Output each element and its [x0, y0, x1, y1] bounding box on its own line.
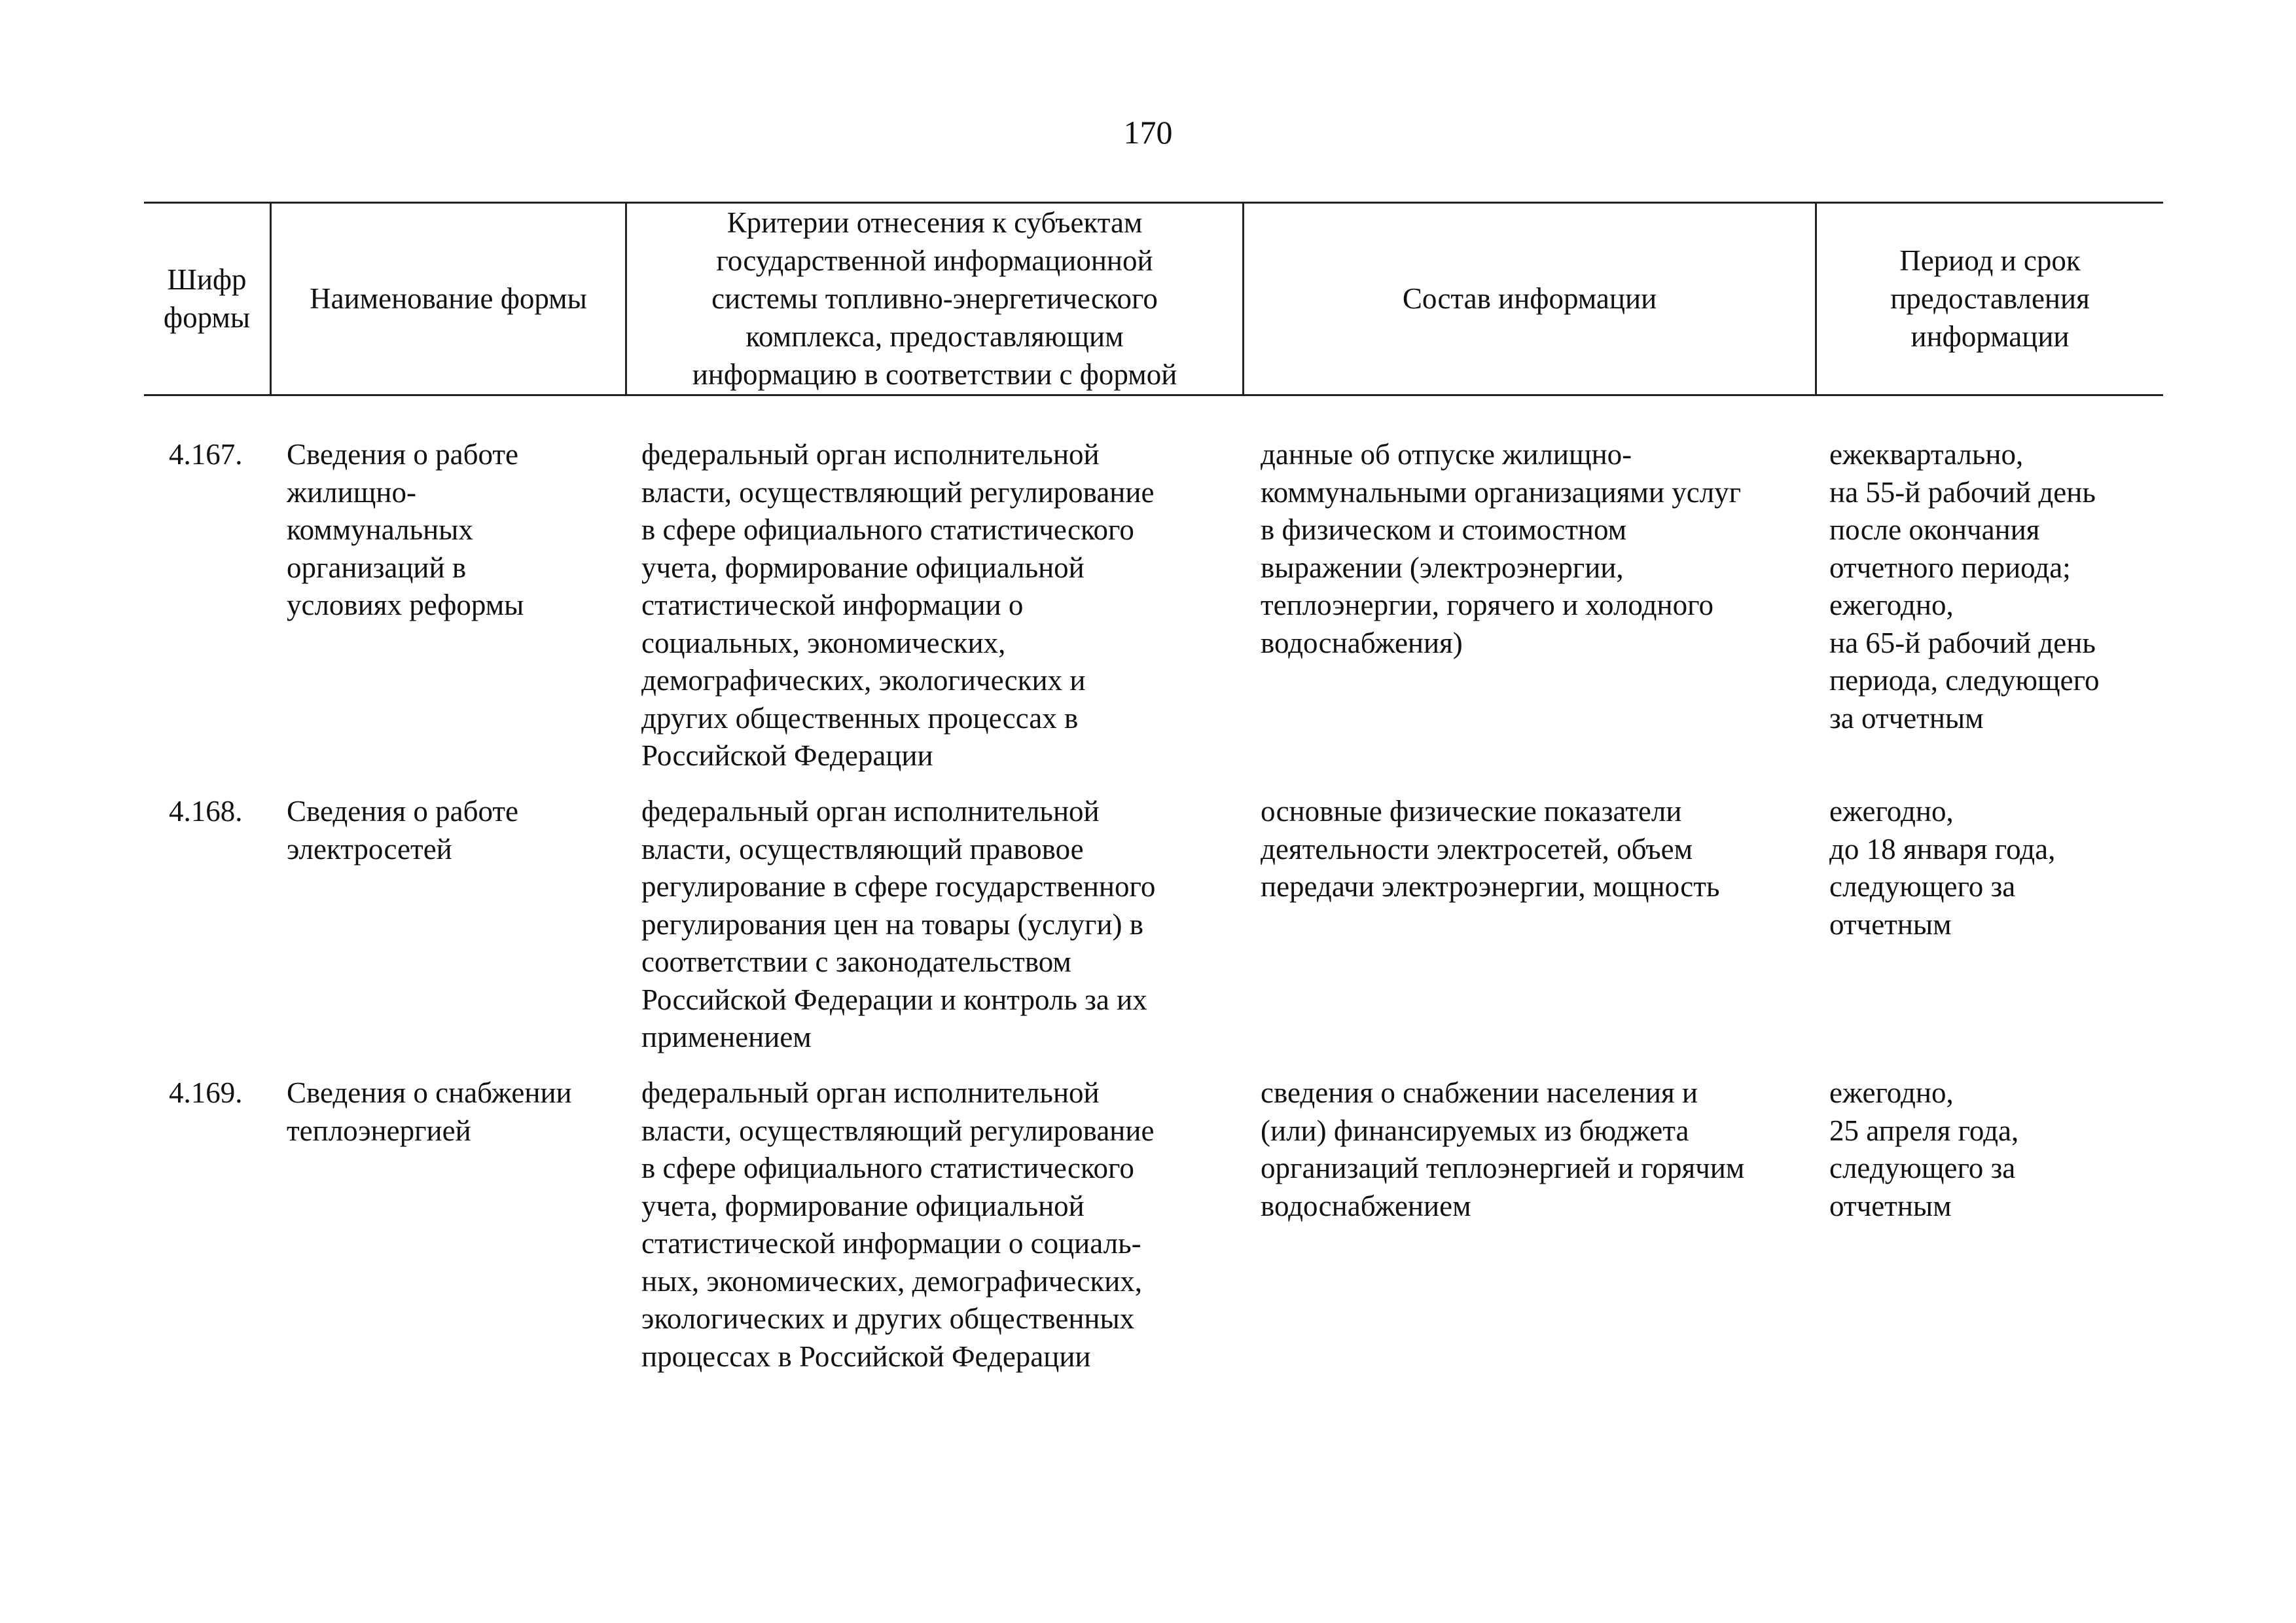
header-criteria: Критерии отнесения к субъектам государственной информационной системы топливно-энергетического комплекса, предоставляющим информацию в соответствии с формой — [692, 206, 1177, 391]
header-code: Шифр формы — [163, 263, 251, 334]
row-content: данные об отпуске жилищно- коммунальными организациями услуг в физическом и стоимостном выражении (электроэнергии, теплоэнергии, горячего и холодного водоснабжения) — [1261, 438, 1742, 659]
row-code: 4.169. — [169, 1076, 243, 1109]
row-period: ежегодно, 25 апреля года, следующего за отчетным — [1829, 1076, 2019, 1222]
row-code: 4.167. — [169, 438, 243, 471]
row-content: основные физические показатели деятельности электросетей, объем передачи электроэнергии, мощность — [1261, 795, 1720, 903]
row-content: сведения о снабжении населения и (или) финансируемых из бюджета организаций теплоэнергией и горячим водоснабжением — [1261, 1076, 1745, 1222]
row-criteria: федеральный орган исполнительной власти, осуществляющий правовое регулирование в сфере государственного регулирования цен на товары (услуги) в соответствии с законодательством Российской Федерации и контроль за их применением — [641, 795, 1156, 1053]
row-name: Сведения о работе электросетей — [287, 795, 519, 866]
table-header-bottom-rule — [144, 394, 2163, 396]
row-code: 4.168. — [169, 795, 243, 828]
row-name: Сведения о работе жилищно- коммунальных организаций в условиях реформы — [287, 438, 524, 621]
header-content: Состав информации — [1402, 282, 1657, 315]
header-period: Период и срок предоставления информации — [1890, 244, 2090, 353]
header-name: Наименование формы — [310, 282, 587, 315]
page-number: 170 — [1123, 114, 1173, 151]
row-name: Сведения о снабжении теплоэнергией — [287, 1076, 572, 1147]
row-criteria: федеральный орган исполнительной власти, осуществляющий регулирование в сфере официального статистического учета, формирование официальной статистической информации о социальных, экономических, демографических, экологических и других общественных процессах в Российской Федерации — [641, 438, 1155, 772]
row-criteria: федеральный орган исполнительной власти, осуществляющий регулирование в сфере официального статистического учета, формирование официальной статистической информации о социаль- ных, экономических, демографических, экологических и других общественных процессах в Российской Федерации — [641, 1076, 1155, 1373]
row-period: ежегодно, до 18 января года, следующего за отчетным — [1829, 795, 2056, 941]
row-period: ежеквартально, на 55-й рабочий день после окончания отчетного периода; ежегодно, на 65-й рабочий день периода, следующего за отчетным — [1829, 438, 2100, 735]
